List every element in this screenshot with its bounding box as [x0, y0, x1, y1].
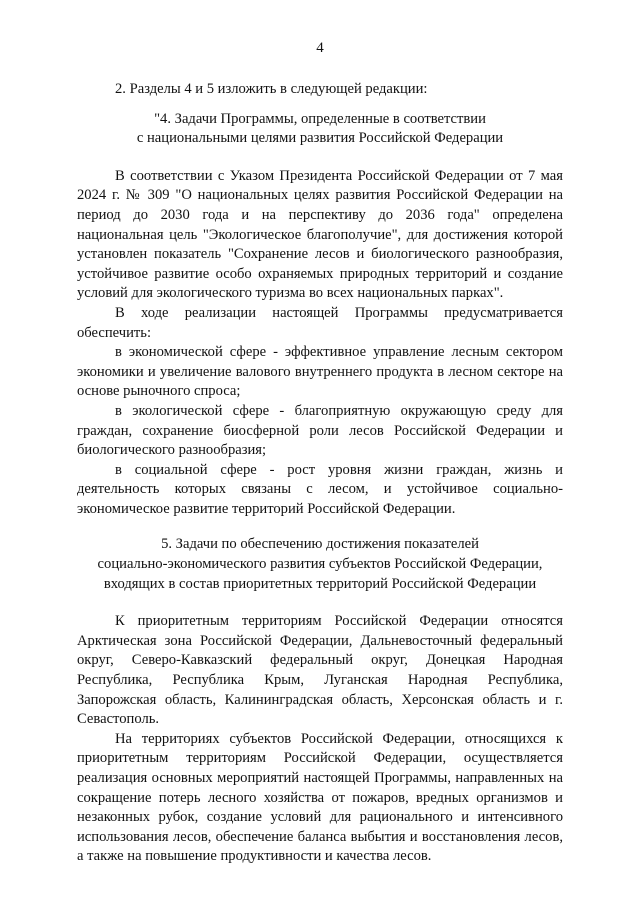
- document-body: [77, 80, 563, 867]
- section-4-heading-line: с национальными целями развития Российской Федерации: [136, 130, 504, 147]
- section-5-heading-line: социально-экономического развития субъектов Российской Федерации,: [97, 556, 543, 573]
- section-4-heading-line: "4. Задачи Программы, определенные в соответствии: [154, 110, 486, 127]
- section-5-heading-line: 5. Задачи по обеспечению достижения показателей: [161, 536, 479, 553]
- section-4-paragraph-goals: В ходе реализации настоящей Программы предусматривается обеспечить:: [77, 304, 563, 341]
- section-5-paragraph-measures: На территориях субъектов Российской Федерации, относящихся к приоритетным территориям Российской Федерации, осуществляется реализация основных мероприятий настоящей Программы, направленных на сокращение потерь лесного хозяйства от пожаров, вредных организмов и незаконных рубок, создание условий для рационального и интенсивного использования лесов, обеспечение баланса выбытия и восстановления лесов, а также на повышение продуктивности и качества лесов.: [77, 730, 563, 865]
- section-5-paragraph-territories: К приоритетным территориям Российской Федерации относятся Арктическая зона Российской Федерации, Дальневосточный федеральный округ, Северо-Кавказский федеральный округ, Донецкая Народная Республика, Республика Крым, Луганская Народная Республика, Запорожская область, Калининградская область, Херсонская область и г. Севастополь.: [77, 613, 563, 728]
- section-4-paragraph-social: в социальной сфере - рост уровня жизни граждан, жизнь и деятельность которых связаны с лесом, и устойчивое социально-экономическое развитие территорий Российской Федерации.: [77, 461, 563, 517]
- section-4-paragraph-economic: в экономической сфере - эффективное управление лесным сектором экономики и увеличение валового внутреннего продукта в лесном секторе на основе рыночного спроса;: [77, 344, 563, 400]
- section-5-heading: [77, 535, 563, 594]
- amendment-intro: 2. Разделы 4 и 5 изложить в следующей редакции:: [115, 81, 428, 97]
- section-4-heading: [77, 110, 563, 149]
- page-number: 4: [316, 40, 324, 56]
- section-4-paragraph-decree: В соответствии с Указом Президента Российской Федерации от 7 мая 2024 г. № 309 "О национальных целях развития Российской Федерации на период до 2030 года и на перспективу до 2036 года" определена национальная цель "Экологическое благополучие", для достижения которой установлен показатель "Сохранение лесов и биологического разнообразия, устойчивое развитие особо охраняемых природных территорий и создание условий для экологического туризма во всех национальных парках".: [77, 167, 563, 302]
- section-5-heading-line: входящих в состав приоритетных территорий Российской Федерации: [103, 575, 537, 592]
- section-4-paragraph-ecological: в экологической сфере - благоприятную окружающую среду для граждан, сохранение биосферной роли лесов Российской Федерации и биологического разнообразия;: [77, 402, 563, 459]
